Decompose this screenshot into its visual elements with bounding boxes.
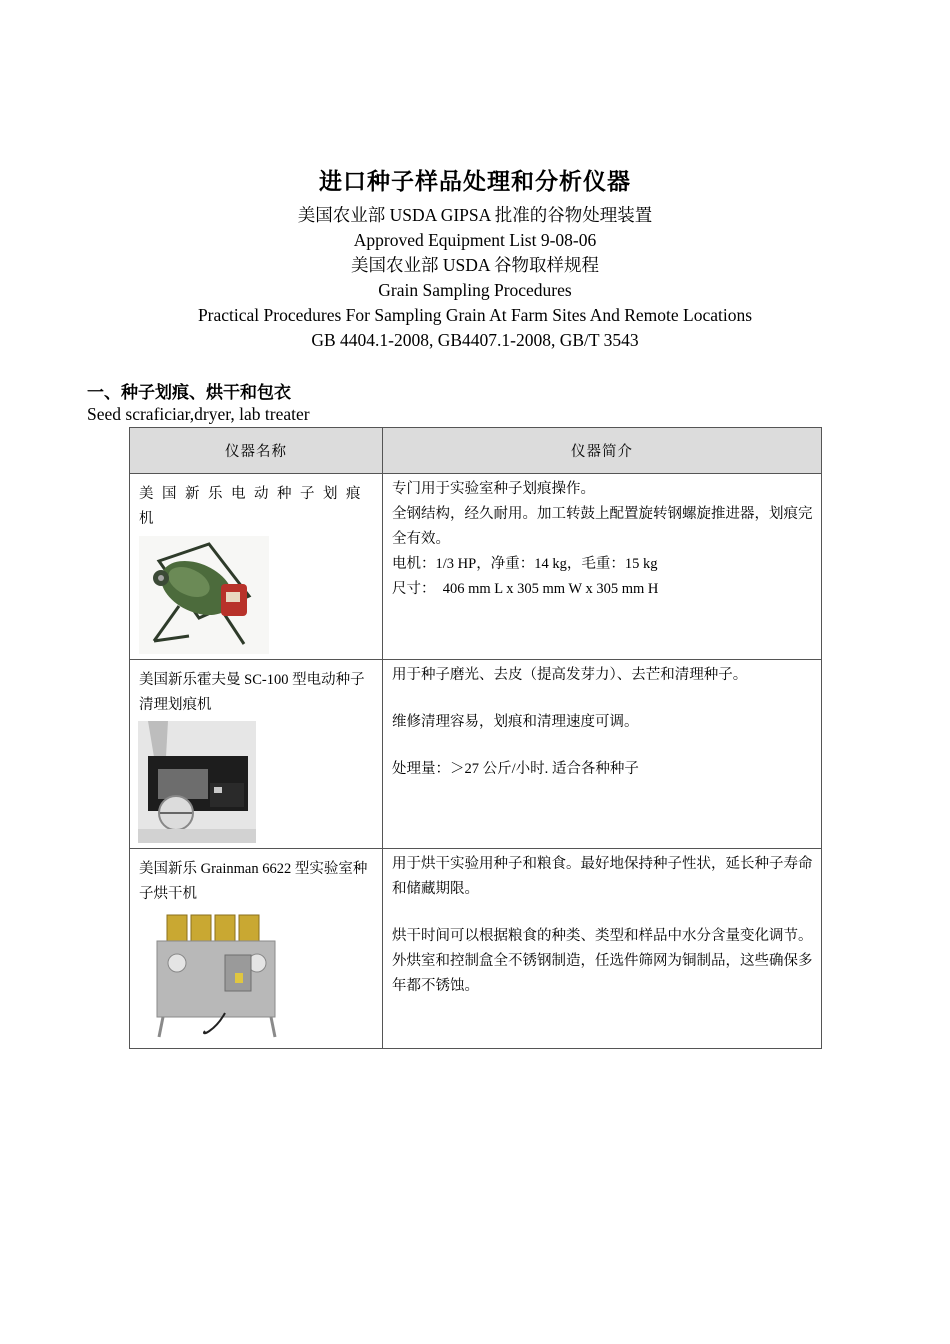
description-paragraph: 处理量：＞27 公斤/小时. 适合各种种子 xyxy=(392,761,639,777)
equipment-name: 美国新乐电动种子划痕机 xyxy=(139,486,369,527)
column-header-description: 仪器简介 xyxy=(383,428,822,474)
table-row xyxy=(130,849,822,1049)
seed-dryer-image xyxy=(155,913,280,1041)
section-heading: 一、种子划痕、烘干和包衣 xyxy=(87,383,291,403)
description-paragraph: 用于烘干实验用种子和粮食。最好地保持种子性状，延长种子寿命和储藏期限。 xyxy=(392,856,813,897)
table-row xyxy=(130,660,822,849)
description-paragraph: 用于种子磨光、去皮（提高发芽力）、去芒和清理种子。 xyxy=(392,667,748,683)
equipment-name-cell xyxy=(130,474,383,660)
subtitle-line: Practical Procedures For Sampling Grain At Farm Sites And Remote Locations xyxy=(197,305,753,325)
equipment-name: 美国新乐霍夫曼 SC-100 型电动种子清理划痕机 xyxy=(139,672,365,713)
subtitle-line: Grain Sampling Procedures xyxy=(378,280,572,300)
seed-cleaner-scarifier-image xyxy=(138,721,256,843)
section-subheading: Seed scraficiar,dryer, lab treater xyxy=(87,404,310,424)
equipment-table xyxy=(129,427,822,1049)
document-title: 进口种子样品处理和分析仪器 xyxy=(319,169,631,195)
description-paragraph: 维修清理容易，划痕和清理速度可调。 xyxy=(392,714,639,730)
column-header-name: 仪器名称 xyxy=(130,428,383,474)
equipment-description-cell xyxy=(383,660,822,849)
equipment-name-cell xyxy=(130,660,383,849)
subtitle-line: 美国农业部 USDA GIPSA 批准的谷物处理装置 xyxy=(297,205,653,225)
equipment-name: 美国新乐 Grainman 6622 型实验室种子烘干机 xyxy=(139,861,368,902)
equipment-name-cell xyxy=(130,849,383,1049)
description-paragraph: 电机：1/3 HP，净重：14 kg，毛重：15 kg xyxy=(392,556,658,572)
subtitle-line: GB 4404.1-2008, GB4407.1-2008, GB/T 3543 xyxy=(311,330,639,350)
description-paragraph: 烘干时间可以根据粮食的种类、类型和样品中水分含量变化调节。外烘室和控制盒全不锈钢制造，任选件筛网为铜制品，这些确保多年都不锈蚀。 xyxy=(392,928,813,994)
table-header-row xyxy=(130,428,822,474)
equipment-description-cell xyxy=(383,474,822,660)
subtitle-line: Approved Equipment List 9-08-06 xyxy=(353,230,597,250)
description-paragraph: 尺寸： 406 mm L x 305 mm W x 305 mm H xyxy=(392,581,659,597)
subtitle-line: 美国农业部 USDA 谷物取样规程 xyxy=(351,255,599,275)
table-row xyxy=(130,474,822,660)
equipment-description-cell xyxy=(383,849,822,1049)
subtitle-block xyxy=(0,203,950,353)
description-paragraph: 专门用于实验室种子划痕操作。 xyxy=(392,481,595,497)
description-paragraph: 全钢结构，经久耐用。加工转鼓上配置旋转钢螺旋推进器，划痕完全有效。 xyxy=(392,506,813,547)
seed-scarifier-image xyxy=(139,536,269,654)
